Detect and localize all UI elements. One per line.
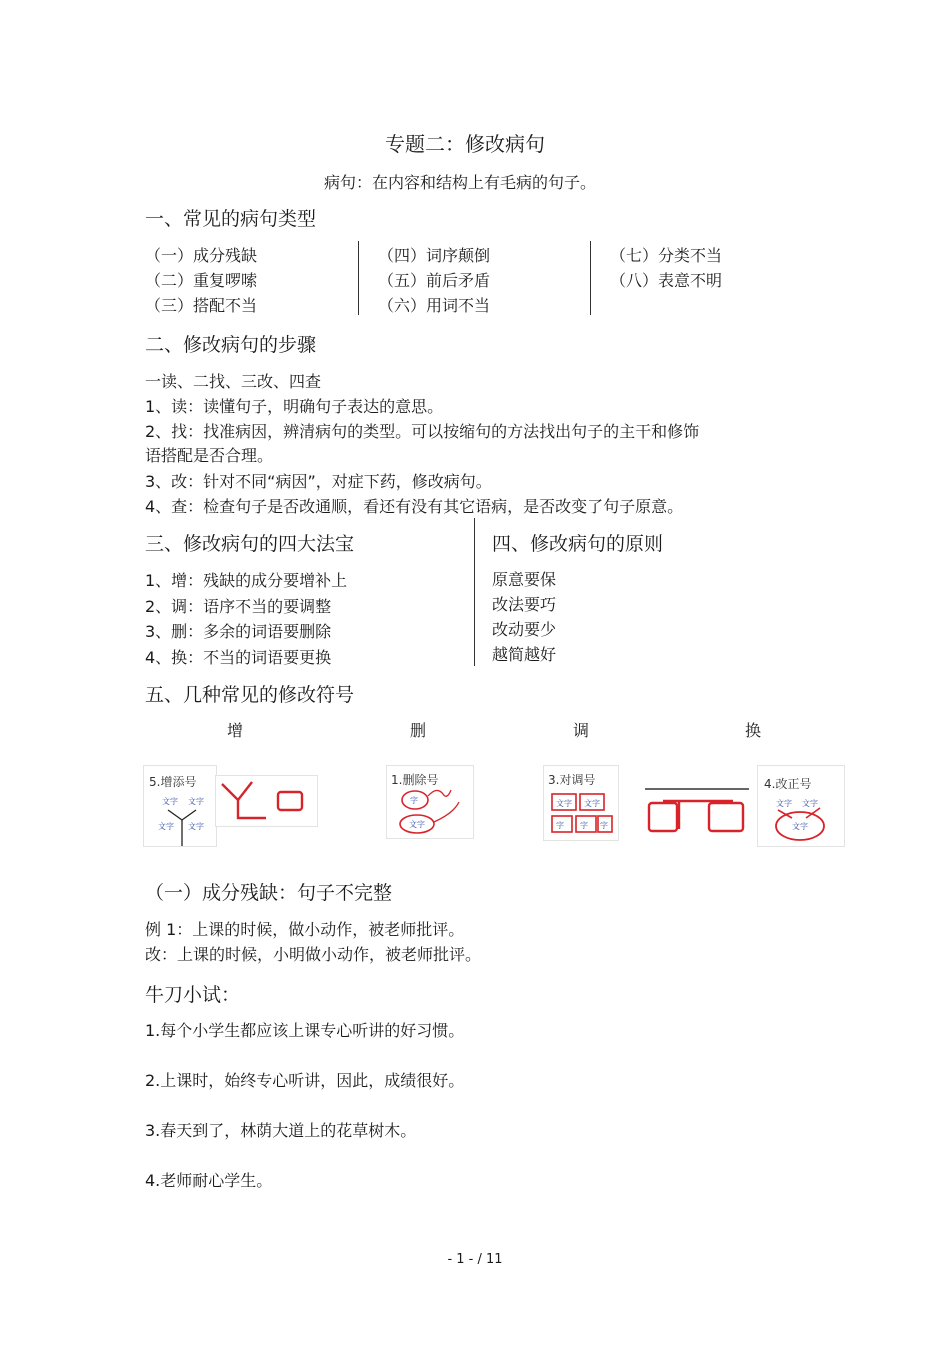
principles-list <box>492 567 556 667</box>
svg-text:文字: 文字 <box>409 820 425 829</box>
section5-heading: 五、几种常见的修改符号 <box>145 684 355 706</box>
exercise-item: 1.每个小学生都应该上课专心听讲的好习惯。 <box>145 1021 465 1040</box>
swap-mark-stroke <box>643 785 751 837</box>
replace-mark-image <box>757 765 845 847</box>
method-item: 1、增：残缺的成分要增补上 <box>145 571 348 590</box>
label-swap: 调 <box>573 721 590 740</box>
section3-heading: 三、修改病句的四大法宝 <box>145 533 355 555</box>
add-mark-caption: 5.增添号 <box>149 775 197 789</box>
svg-text:文字: 文字 <box>162 797 178 806</box>
svg-text:4.改正号: 4.改正号 <box>764 777 812 791</box>
step-read: 1、读：读懂句子，明确句子表达的意思。 <box>145 397 444 416</box>
svg-text:文字: 文字 <box>556 799 572 808</box>
svg-text:字: 字 <box>556 821 564 830</box>
section4-heading: 四、修改病句的原则 <box>492 533 664 555</box>
add-mark-image <box>143 765 217 847</box>
step-fix: 3、改：针对不同“病因”，对症下药，修改病句。 <box>145 472 492 491</box>
definition: 病句：在内容和结构上有毛病的句子。 <box>323 173 596 192</box>
svg-text:文字: 文字 <box>188 822 204 831</box>
column-divider <box>358 241 359 315</box>
swap-mark-image <box>543 765 619 841</box>
svg-text:文字: 文字 <box>188 797 204 806</box>
section1-heading: 一、常见的病句类型 <box>145 208 317 230</box>
add-mark-stroke <box>215 775 318 827</box>
delete-mark-image <box>386 765 474 839</box>
svg-text:字: 字 <box>580 821 588 830</box>
type-item: （二）重复啰嗦 <box>145 271 258 290</box>
page-title: 专题二：修改病句 <box>385 132 545 156</box>
exercise-item: 3.春天到了，林荫大道上的花草树木。 <box>145 1121 417 1140</box>
label-add: 增 <box>227 721 244 740</box>
part1-heading: （一）成分残缺：句子不完整 <box>145 882 393 904</box>
method-item: 3、删：多余的词语要删除 <box>145 622 332 641</box>
label-replace: 换 <box>745 721 762 740</box>
example-sentence: 例 1：上课的时候，做小动作，被老师批评。 <box>145 920 465 939</box>
principle-item: 改动要少 <box>492 620 557 639</box>
svg-text:字: 字 <box>410 796 418 805</box>
steps-summary: 一读、二找、三改、四查 <box>145 372 322 391</box>
svg-text:文字: 文字 <box>776 799 792 808</box>
type-item: （六）用词不当 <box>378 296 491 315</box>
type-column-2 <box>378 243 490 318</box>
principle-item: 原意要保 <box>492 570 557 589</box>
principle-item: 改法要巧 <box>492 595 557 614</box>
principle-item: 越简越好 <box>492 645 557 664</box>
svg-text:文字: 文字 <box>584 799 600 808</box>
column-divider <box>474 518 475 666</box>
method-item: 4、换：不当的词语要更换 <box>145 647 332 667</box>
step-find: 2、找：找准病因，辨清病句的类型。可以按缩句的方法找出句子的主干和修饰 <box>145 422 700 441</box>
corrected-sentence: 改：上课的时候，小明做小动作，被老师批评。 <box>145 945 482 964</box>
svg-text:文字: 文字 <box>158 822 174 831</box>
type-item: （七）分类不当 <box>610 246 723 265</box>
exercise-item: 4.老师耐心学生。 <box>145 1171 273 1190</box>
section2-heading: 二、修改病句的步骤 <box>145 334 317 356</box>
svg-text:字: 字 <box>600 821 608 830</box>
type-column-1 <box>145 243 257 318</box>
type-item: （三）搭配不当 <box>145 296 258 315</box>
svg-text:3.对调号: 3.对调号 <box>548 773 596 787</box>
svg-text:文字: 文字 <box>802 799 818 808</box>
svg-text:1.删除号: 1.删除号 <box>391 773 439 787</box>
practice-heading: 牛刀小试： <box>145 984 241 1006</box>
page-number: - 1 - / 11 <box>447 1252 503 1267</box>
type-item: （五）前后矛盾 <box>378 271 491 290</box>
exercise-item: 2.上课时，始终专心听讲，因此，成绩很好。 <box>145 1071 465 1090</box>
methods-list <box>145 568 347 670</box>
type-item: （一）成分残缺 <box>145 246 258 265</box>
svg-text:文字: 文字 <box>792 822 808 831</box>
label-delete: 删 <box>410 721 427 740</box>
step-find-continued: 语搭配是否合理。 <box>145 446 274 465</box>
step-check: 4、查：检查句子是否改通顺，看还有没有其它语病，是否改变了句子原意。 <box>145 497 684 516</box>
type-item: （四）词序颠倒 <box>378 246 491 265</box>
type-item: （八）表意不明 <box>610 271 723 290</box>
type-column-3 <box>610 243 722 293</box>
method-item: 2、调：语序不当的要调整 <box>145 596 332 616</box>
column-divider <box>590 241 591 315</box>
